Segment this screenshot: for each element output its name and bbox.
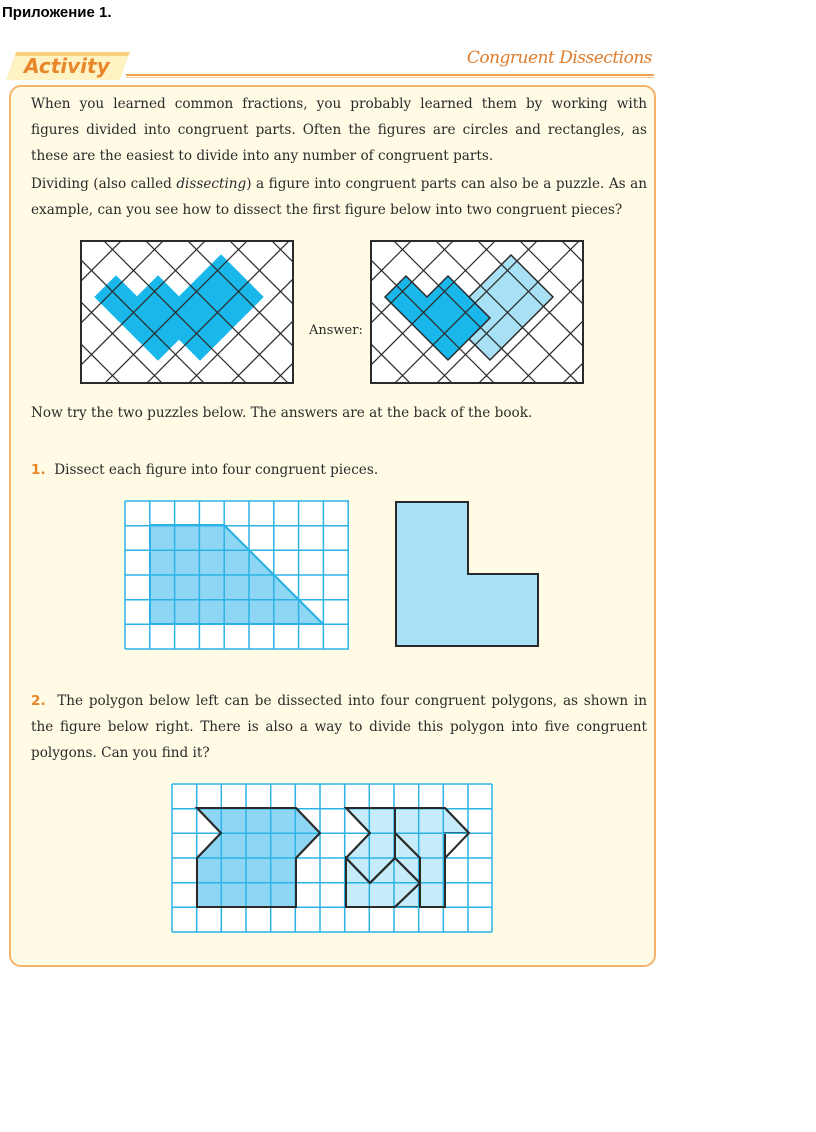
problem-2-number: 2. (31, 693, 46, 709)
intro-paragraph-1: When you learned common fractions, you probably learned them by working with figures divided into congruent parts. Often the figures are circles and rectangles, as these are the easiest to divide into any number of congruent parts. (31, 96, 647, 164)
l-shape-figure (394, 500, 542, 650)
intro-para2-end: ) a figure into congruent parts can also be a puzzle. As an example, can you see how to dissect the first figure below into two congruent pieces? (31, 176, 647, 218)
problem-2 (31, 688, 647, 766)
problem-1-text: Dissect each figure into four congruent pieces. (54, 462, 379, 478)
header-rule-thin (126, 77, 654, 78)
intro-paragraph-2 (31, 171, 647, 223)
activity-tab (6, 50, 132, 78)
intro-para2-start: Dividing (also called (31, 176, 177, 192)
answer-label: Answer: (309, 323, 363, 338)
problem-1-number: 1. (31, 462, 46, 478)
problem-2-text: The polygon below left can be dissected into four congruent polygons, as shown in the figure below right. There is also a way to divide this polygon into five congruent polygons. Can you find it? (31, 693, 647, 761)
l-shape (396, 502, 538, 646)
trapezoid-grid-figure (124, 500, 352, 652)
activity-card (9, 85, 656, 967)
page-label: Приложение 1. (2, 4, 112, 21)
activity-header (6, 46, 656, 82)
answer-puzzle-figure (370, 240, 586, 386)
try-puzzles-text: Now try the two puzzles below. The answers are at the back of the book. (31, 405, 533, 421)
example-puzzle-figure (80, 240, 296, 386)
section-title: Congruent Dissections (466, 48, 652, 68)
problem-1 (31, 457, 647, 483)
polygon-grid-figure (171, 783, 495, 935)
activity-title: Activity (24, 54, 110, 78)
header-rule (126, 74, 654, 76)
intro-para2-italic: dissecting (176, 176, 247, 192)
